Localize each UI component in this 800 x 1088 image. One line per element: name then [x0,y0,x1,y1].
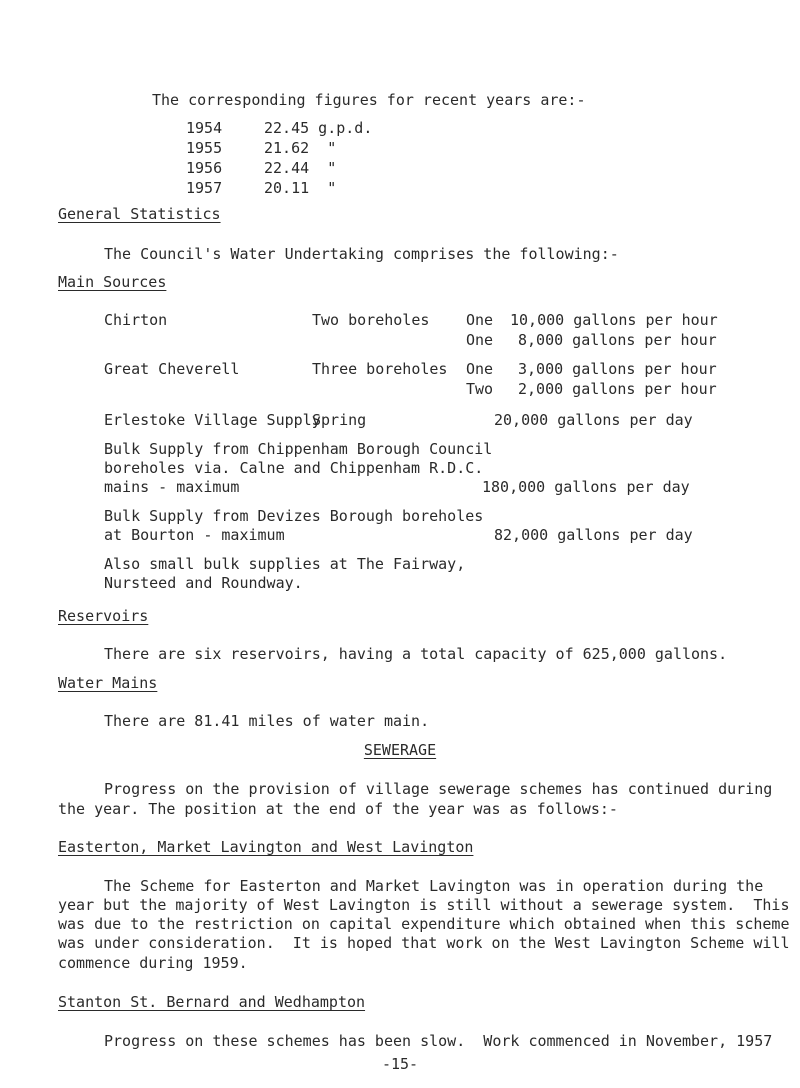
also-line: Nursteed and Roundway. [104,574,303,592]
source-type: Two boreholes [312,311,430,329]
source-count: One [466,360,494,378]
bulk-supply-line: boreholes via. Calne and Chippenham R.D.C. [104,459,484,477]
source-place: Chirton [104,311,168,329]
easterton-line: was under consideration. It is hoped that work on the West Lavington Scheme will [58,934,790,952]
source-count: One [466,311,494,329]
easterton-heading: Easterton, Market Lavington and West Lavington [58,838,474,856]
year-value: 22.44 " [264,159,337,177]
year-label: 1957 [186,179,223,197]
page-number: -15- [381,1055,419,1073]
year-value: 21.62 " [264,139,337,157]
source-count: One [466,331,494,349]
bulk-supply-line: Bulk Supply from Chippenham Borough Council [104,440,493,458]
source-place: Great Cheverell [104,360,240,378]
source-rate: 20,000 gallons per day [494,411,693,429]
bulk-supply-line: mains - maximum [104,478,240,496]
easterton-line: year but the majority of West Lavington is still without a sewerage system. This [58,896,790,914]
easterton-line: was due to the restriction on capital expenditure which obtained when this scheme [58,915,790,933]
easterton-line: commence during 1959. [58,954,248,972]
bulk-supply-line: at Bourton - maximum [104,526,285,544]
stanton-heading: Stanton St. Bernard and Wedhampton [58,993,366,1011]
source-type: Spring [312,411,367,429]
bulk-supply-rate: 180,000 gallons per day [482,478,690,496]
reservoirs-heading: Reservoirs [58,607,149,625]
year-value: 22.45 g.p.d. [264,119,373,137]
general-statistics-intro: The Council's Water Undertaking comprises the following:- [104,245,619,263]
also-line: Also small bulk supplies at The Fairway, [104,555,466,573]
sewerage-heading: SEWERAGE [363,741,437,759]
source-rate: 10,000 gallons per hour [510,311,718,329]
sewerage-intro-line: Progress on the provision of village sewerage schemes has continued during [104,780,773,798]
main-sources-heading: Main Sources [58,273,167,291]
year-label: 1956 [186,159,223,177]
stanton-text: Progress on these schemes has been slow. Work commenced in November, 1957 [104,1032,773,1050]
sewerage-intro-line: the year. The position at the end of the year was as follows:- [58,800,618,818]
bulk-supply-line: Bulk Supply from Devizes Borough boreholes [104,507,484,525]
source-rate: 8,000 gallons per hour [518,331,717,349]
source-rate: 2,000 gallons per hour [518,380,717,398]
reservoirs-text: There are six reservoirs, having a total capacity of 625,000 gallons. [104,645,728,663]
water-mains-text: There are 81.41 miles of water main. [104,712,430,730]
source-type: Three boreholes [312,360,448,378]
source-count: Two [466,380,494,398]
water-mains-heading: Water Mains [58,674,158,692]
year-label: 1954 [186,119,223,137]
bulk-supply-rate: 82,000 gallons per day [494,526,693,544]
easterton-line: The Scheme for Easterton and Market Lavington was in operation during the [104,877,764,895]
year-label: 1955 [186,139,223,157]
intro-text: The corresponding figures for recent years are:- [152,91,586,109]
source-place: Erlestoke Village Supply [104,411,321,429]
source-rate: 3,000 gallons per hour [518,360,717,378]
general-statistics-heading: General Statistics [58,205,221,223]
year-value: 20.11 " [264,179,337,197]
